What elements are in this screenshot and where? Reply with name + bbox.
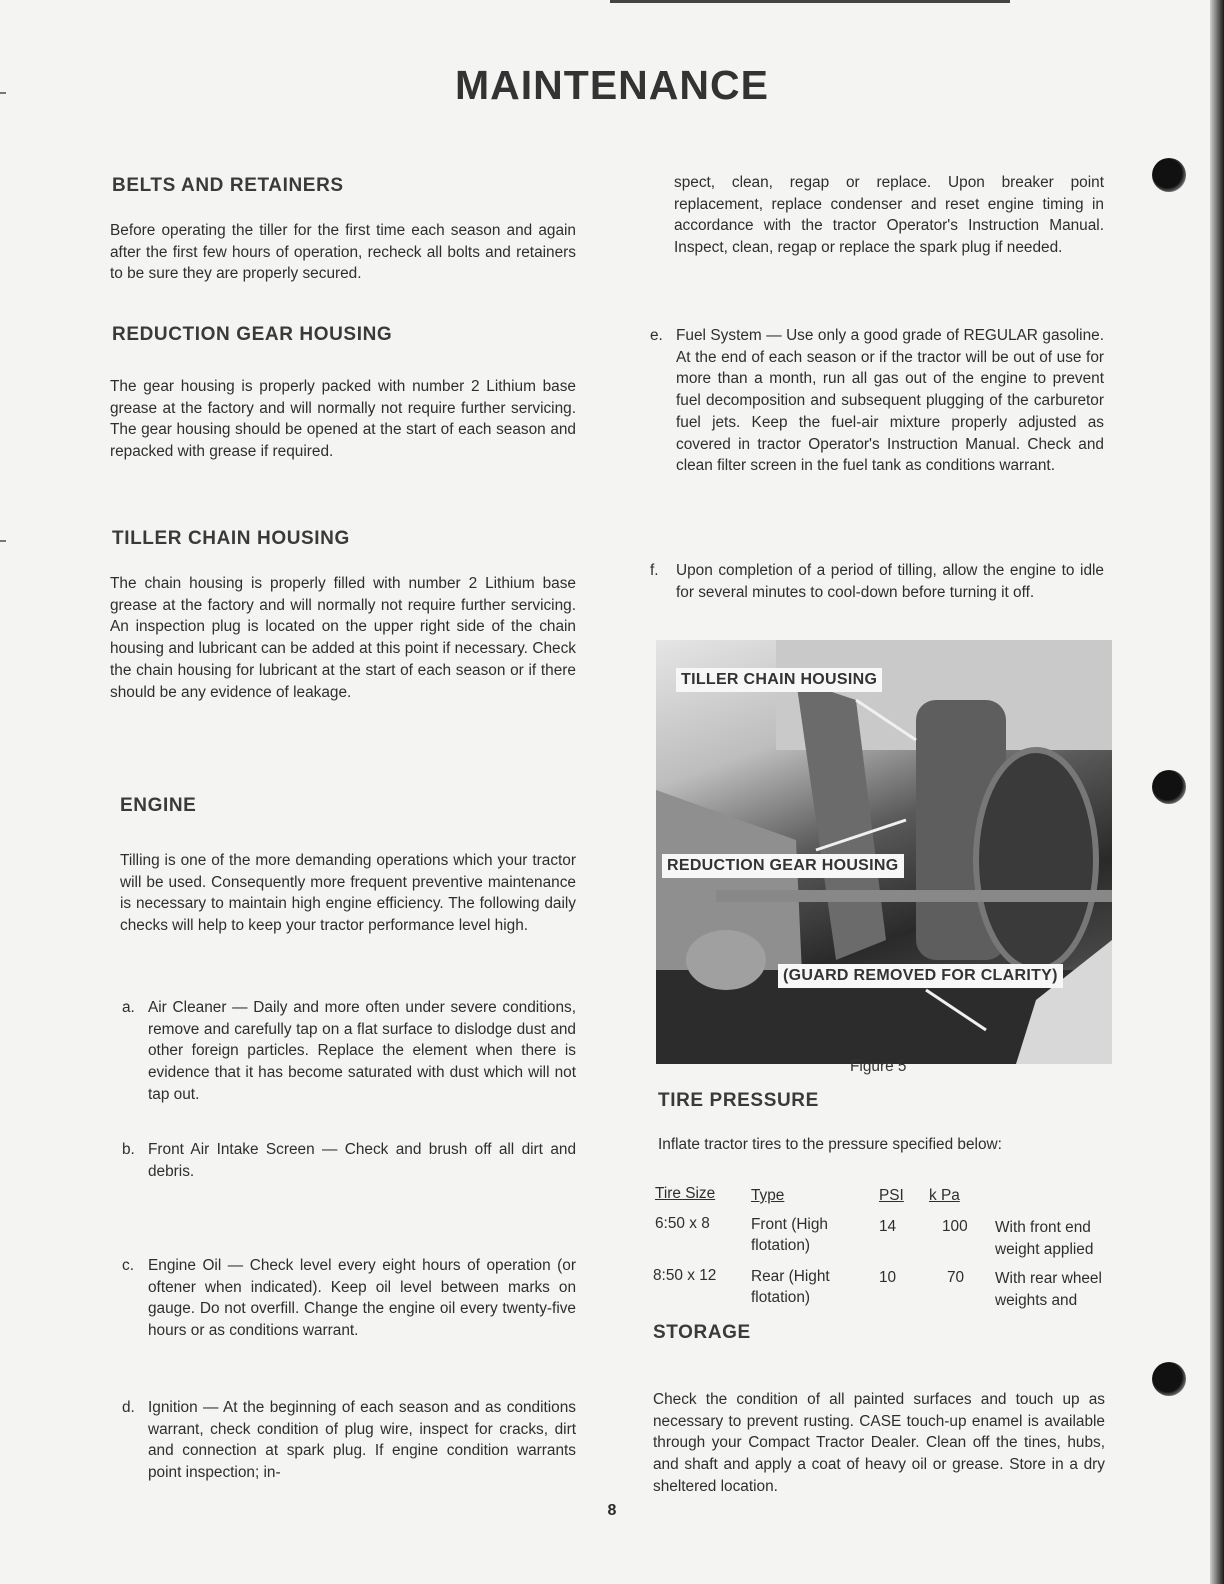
page-title: MAINTENANCE bbox=[455, 62, 769, 108]
list-item-text: Engine Oil — Check level every eight hours of operation (or oftener when indicated). Keep oil level between marks on gauge. Do not overfill. Change the engine oil every twenty-five hours or as conditions warrant. bbox=[148, 1257, 576, 1340]
margin-mark bbox=[0, 540, 6, 542]
cell-psi: 14 bbox=[879, 1218, 897, 1235]
heading-gear: REDUCTION GEAR HOUSING bbox=[112, 324, 393, 345]
heading-chain: TILLER CHAIN HOUSING bbox=[112, 528, 350, 549]
callout-chain-housing: TILLER CHAIN HOUSING bbox=[676, 668, 882, 692]
list-item-label: c. bbox=[122, 1257, 134, 1274]
tiller-illustration bbox=[656, 640, 1112, 1064]
table-header-type: Type bbox=[751, 1187, 785, 1204]
cell-kpa: 70 bbox=[947, 1269, 965, 1286]
para-tire-intro: Inflate tractor tires to the pressure specified below: bbox=[658, 1136, 1002, 1153]
cell-kpa: 100 bbox=[942, 1218, 968, 1235]
list-item-label: f. bbox=[650, 562, 659, 579]
figure-caption: Figure 5 bbox=[850, 1058, 907, 1075]
list-item-label: e. bbox=[650, 327, 663, 344]
heading-engine: ENGINE bbox=[120, 795, 197, 816]
page-number: 8 bbox=[607, 1502, 617, 1519]
callout-guard-removed: (GUARD REMOVED FOR CLARITY) bbox=[778, 964, 1063, 988]
para-engine: Tilling is one of the more demanding operations which your tractor will be used. Consequently more frequent preventive maintenance is necessary to maintain high engine efficiency. The following daily checks will help to keep your tractor performance level high. bbox=[120, 852, 576, 935]
figure-photo bbox=[656, 640, 1112, 1064]
cell-note-cont: weights and bbox=[995, 1292, 1078, 1309]
table-header-psi: PSI bbox=[879, 1187, 904, 1204]
list-item-d bbox=[122, 1397, 576, 1484]
list-item-f bbox=[650, 560, 1104, 603]
list-item-text: Upon completion of a period of tilling, allow the engine to idle for several minutes to cool-down before turning it off. bbox=[676, 562, 1104, 601]
cell-type-cont: flotation) bbox=[751, 1237, 811, 1254]
list-item-a bbox=[122, 997, 576, 1106]
callout-gear-housing: REDUCTION GEAR HOUSING bbox=[662, 854, 904, 878]
punch-hole-icon bbox=[1152, 1362, 1186, 1396]
cell-type: Front (High bbox=[751, 1216, 828, 1233]
cell-size: 6:50 x 8 bbox=[655, 1215, 710, 1232]
list-item-e bbox=[650, 325, 1104, 477]
table-header-size: Tire Size bbox=[655, 1185, 716, 1202]
list-item-label: a. bbox=[122, 999, 135, 1016]
list-item-text: Fuel System — Use only a good grade of REGULAR gasoline. At the end of each season or if the tractor will be out of use for more than a month, run all gas out of the engine to prevent fuel decomposition and subsequent plugging of the carburetor fuel jets. Keep the fuel-air mixture properly adjusted as covered in tractor Operator's Instruction Manual. Check and clean filter screen in the fuel tank as conditions warrant. bbox=[676, 327, 1104, 475]
page-edge-shadow bbox=[1210, 0, 1224, 1584]
list-item-text: Air Cleaner — Daily and more often under severe conditions, remove and carefully tap on a flat surface to dislodge dust and other foreign particles. Replace the element when there is evidence that it has become saturated with dust which will not tap out. bbox=[148, 999, 576, 1103]
para-gear: The gear housing is properly packed with number 2 Lithium base grease at the factory and will normally not require further servicing. The gear housing should be opened at the start of each season and repacked with grease if required. bbox=[110, 378, 576, 461]
cell-note-cont: weight applied bbox=[995, 1241, 1094, 1258]
cell-size: 8:50 x 12 bbox=[653, 1267, 717, 1284]
heading-belts: BELTS AND RETAINERS bbox=[112, 175, 344, 196]
list-item-b bbox=[122, 1139, 576, 1182]
para-storage: Check the condition of all painted surfaces and touch up as necessary to prevent rusting. CASE touch-up enamel is available through your Compact Tractor Dealer. Clean off the tines, hubs, and shaft and apply a coat of heavy oil or grease. Store in a dry sheltered location. bbox=[653, 1391, 1105, 1495]
list-item-label: b. bbox=[122, 1141, 135, 1158]
punch-hole-icon bbox=[1152, 770, 1186, 804]
heading-storage: STORAGE bbox=[653, 1322, 751, 1343]
cell-note: With front end bbox=[995, 1219, 1091, 1236]
cell-type-cont: flotation) bbox=[751, 1289, 811, 1306]
list-item-c bbox=[122, 1255, 576, 1342]
punch-hole-icon bbox=[1152, 158, 1186, 192]
heading-tire-pressure: TIRE PRESSURE bbox=[658, 1090, 819, 1111]
para-ignition-continued: spect, clean, regap or replace. Upon breaker point replacement, replace condenser and reset engine timing in accordance with the tractor Operator's Instruction Manual. Inspect, clean, regap or replace the spark plug if needed. bbox=[674, 174, 1104, 257]
top-edge-line bbox=[610, 0, 1010, 3]
list-item-label: d. bbox=[122, 1399, 135, 1416]
cell-type: Rear (Hight bbox=[751, 1268, 830, 1285]
table-header-kpa: k Pa bbox=[929, 1187, 960, 1204]
list-item-text: Front Air Intake Screen — Check and brush off all dirt and debris. bbox=[148, 1141, 576, 1180]
para-belts: Before operating the tiller for the first time each season and again after the first few hours of operation, recheck all bolts and retainers to be sure they are properly secured. bbox=[110, 222, 576, 283]
cell-psi: 10 bbox=[879, 1269, 897, 1286]
list-item-text: Ignition — At the beginning of each season and as conditions warrant, check condition of plug wire, inspect for cracks, dirt and connection at spark plug. If engine condition warrants point inspection; in- bbox=[148, 1399, 576, 1482]
cell-note: With rear wheel bbox=[995, 1270, 1102, 1287]
para-chain: The chain housing is properly filled with number 2 Lithium base grease at the factory and will normally not require further servicing. An inspection plug is located on the upper right side of the chain housing and lubricant can be added at this point if necessary. Check the chain housing for lubricant at the start of each season or if there should be any evidence of leakage. bbox=[110, 575, 576, 701]
